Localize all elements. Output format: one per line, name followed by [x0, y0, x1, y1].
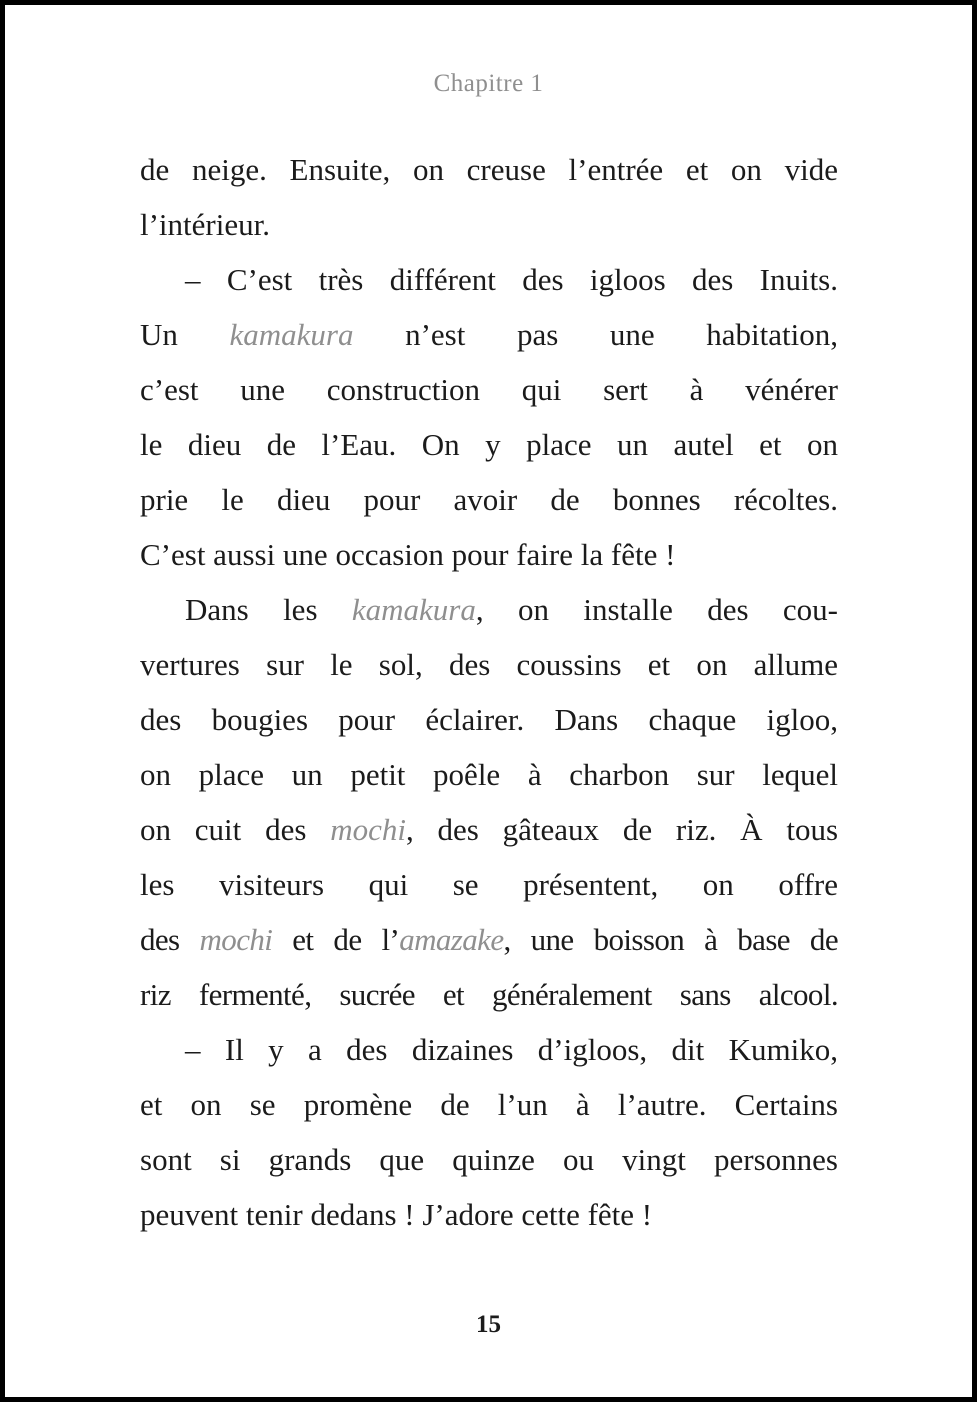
- text-line: [140, 582, 838, 637]
- text-segment: Dans les: [185, 592, 352, 627]
- text-line: [140, 142, 838, 197]
- text-line: [140, 472, 838, 527]
- text-line: [140, 967, 838, 1022]
- text-segment: sont si grands que quinze ou vingt personnes: [140, 1142, 838, 1177]
- text-segment: prie le dieu pour avoir de bonnes récoltes.: [140, 482, 838, 517]
- italic-term: mochi: [199, 922, 273, 957]
- text-line: [140, 637, 838, 692]
- text-segment: des bougies pour éclairer. Dans chaque igloo,: [140, 702, 838, 737]
- text-segment: – Il y a des dizaines d’igloos, dit Kumiko,: [185, 1032, 838, 1067]
- text-segment: l’intérieur.: [140, 207, 270, 242]
- text-line: [140, 197, 838, 252]
- italic-term: kamakura: [351, 592, 476, 627]
- text-line: [140, 1022, 838, 1077]
- italic-term: amazake: [399, 922, 504, 957]
- text-line: [140, 912, 838, 967]
- text-line: [140, 802, 838, 857]
- text-segment: – C’est très différent des igloos des Inuits.: [185, 262, 838, 297]
- text-segment: , une boisson à base de: [503, 922, 838, 957]
- text-segment: c’est une construction qui sert à vénérer: [140, 372, 838, 407]
- text-line: [140, 1077, 838, 1132]
- text-line: [140, 252, 838, 307]
- body-text: [140, 142, 838, 1242]
- text-segment: , on installe des cou-: [475, 592, 838, 627]
- text-line: [140, 1132, 838, 1187]
- text-line: [140, 527, 838, 582]
- text-segment: les visiteurs qui se présentent, on offre: [140, 867, 838, 902]
- text-segment: riz fermenté, sucrée et généralement sans alcool.: [140, 977, 838, 1012]
- text-segment: et de l’: [272, 922, 400, 957]
- italic-term: mochi: [330, 812, 406, 847]
- text-line: [140, 417, 838, 472]
- text-segment: le dieu de l’Eau. On y place un autel et on: [140, 427, 838, 462]
- text-line: [140, 362, 838, 417]
- text-segment: de neige. Ensuite, on creuse l’entrée et on vide: [140, 152, 838, 187]
- text-line: [140, 747, 838, 802]
- text-line: [140, 1187, 838, 1242]
- text-line: [140, 307, 838, 362]
- text-segment: , des gâteaux de riz. À tous: [405, 812, 839, 847]
- chapter-header: Chapitre 1: [433, 70, 544, 97]
- text-segment: on place un petit poêle à charbon sur lequel: [140, 757, 838, 792]
- text-line: [140, 857, 838, 912]
- text-segment: on cuit des: [140, 812, 331, 847]
- text-segment: n’est pas une habitation,: [353, 317, 838, 352]
- italic-term: kamakura: [229, 317, 354, 352]
- text-segment: C’est aussi une occasion pour faire la fête !: [140, 537, 676, 572]
- text-segment: peuvent tenir dedans ! J’adore cette fête !: [140, 1197, 653, 1232]
- text-segment: vertures sur le sol, des coussins et on allume: [140, 647, 838, 682]
- text-segment: et on se promène de l’un à l’autre. Certains: [140, 1087, 838, 1122]
- text-line: [140, 692, 838, 747]
- text-segment: Un: [140, 317, 230, 352]
- page-number: 15: [476, 1311, 501, 1338]
- text-segment: des: [140, 922, 200, 957]
